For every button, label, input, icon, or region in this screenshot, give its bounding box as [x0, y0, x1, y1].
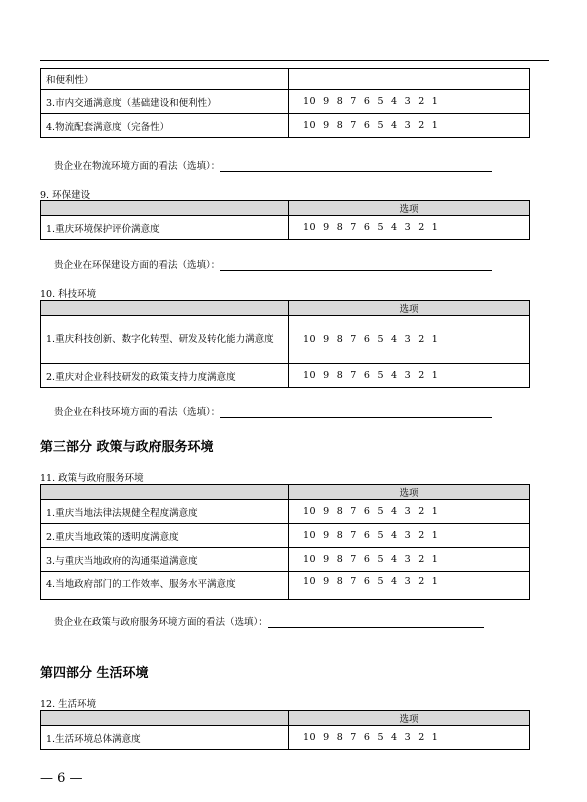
- item-label: 3.市内交通满意度（基础建设和便利性）: [41, 90, 289, 114]
- table-row: [41, 500, 530, 524]
- rating-scale[interactable]: 10 9 8 7 6 5 4 3 2 1: [289, 316, 530, 364]
- item-label: 1.重庆当地法律法规健全程度满意度: [41, 500, 289, 524]
- part-heading: 第四部分 生活环境: [40, 666, 149, 681]
- note-label: 贵企业在政策与政府服务环境方面的看法（选填）：: [54, 617, 268, 628]
- table-row: [41, 524, 530, 548]
- table-row: [41, 114, 530, 138]
- env-table: [40, 200, 530, 240]
- rating-scale: [289, 69, 530, 90]
- header-blank: [41, 485, 289, 500]
- table-header-row: [41, 711, 530, 726]
- item-label: 2.重庆对企业科技研发的政策支持力度满意度: [41, 364, 289, 388]
- opinion-note: [54, 614, 484, 628]
- item-label: 2.重庆当地政策的透明度满意度: [41, 524, 289, 548]
- item-label: 1.生活环境总体满意度: [41, 726, 289, 750]
- table-row: [41, 69, 530, 90]
- header-blank: [41, 301, 289, 316]
- opinion-note: [54, 404, 492, 418]
- table-row: [41, 572, 530, 600]
- rating-scale[interactable]: 10 9 8 7 6 5 4 3 2 1: [289, 216, 530, 240]
- rating-scale[interactable]: 10 9 8 7 6 5 4 3 2 1: [289, 90, 530, 114]
- item-label: 1.重庆科技创新、数字化转型、研发及转化能力满意度: [41, 316, 289, 364]
- opinion-note: [54, 257, 492, 271]
- rating-scale[interactable]: 10 9 8 7 6 5 4 3 2 1: [289, 726, 530, 750]
- options-header: 选项: [289, 711, 530, 726]
- item-label: 4.物流配套满意度（完备性）: [41, 114, 289, 138]
- note-input-line[interactable]: [220, 407, 492, 418]
- page-number: — 6 —: [40, 771, 83, 786]
- table-row: [41, 548, 530, 572]
- note-input-line[interactable]: [220, 260, 492, 271]
- note-label: 贵企业在环保建设方面的看法（选填）：: [54, 260, 221, 271]
- header-blank: [41, 711, 289, 726]
- section-title: 10. 科技环境: [40, 289, 97, 300]
- table-header-row: [41, 301, 530, 316]
- note-label: 贵企业在科技环境方面的看法（选填）：: [54, 407, 221, 418]
- header-rule: [40, 60, 549, 61]
- header-blank: [41, 201, 289, 216]
- section-title: 12. 生活环境: [40, 699, 97, 710]
- options-header: 选项: [289, 201, 530, 216]
- options-header: 选项: [289, 485, 530, 500]
- life-table: [40, 710, 530, 750]
- tech-table: [40, 300, 530, 388]
- rating-scale[interactable]: 10 9 8 7 6 5 4 3 2 1: [289, 572, 530, 600]
- section-title: 11. 政策与政府服务环境: [40, 473, 144, 484]
- item-label: 3.与重庆当地政府的沟通渠道满意度: [41, 548, 289, 572]
- item-label: 1.重庆环境保护评价满意度: [41, 216, 289, 240]
- part-heading: 第三部分 政策与政府服务环境: [40, 440, 214, 455]
- rating-scale[interactable]: 10 9 8 7 6 5 4 3 2 1: [289, 548, 530, 572]
- table-row: [41, 726, 530, 750]
- rating-scale[interactable]: 10 9 8 7 6 5 4 3 2 1: [289, 114, 530, 138]
- note-input-line[interactable]: [268, 617, 484, 628]
- item-label: 4.当地政府部门的工作效率、服务水平满意度: [41, 572, 289, 600]
- rating-scale[interactable]: 10 9 8 7 6 5 4 3 2 1: [289, 524, 530, 548]
- options-header: 选项: [289, 301, 530, 316]
- table-header-row: [41, 485, 530, 500]
- section-title: 9. 环保建设: [40, 190, 91, 201]
- table-row: [41, 90, 530, 114]
- rating-scale[interactable]: 10 9 8 7 6 5 4 3 2 1: [289, 500, 530, 524]
- note-input-line[interactable]: [220, 161, 492, 172]
- table-row: [41, 364, 530, 388]
- logistics-table: [40, 68, 530, 138]
- note-label: 贵企业在物流环境方面的看法（选填）：: [54, 161, 221, 172]
- item-label: 和便利性）: [41, 69, 289, 90]
- opinion-note: [54, 158, 492, 172]
- rating-scale[interactable]: 10 9 8 7 6 5 4 3 2 1: [289, 364, 530, 388]
- table-row: [41, 216, 530, 240]
- table-row: [41, 316, 530, 364]
- policy-table: [40, 484, 530, 600]
- table-header-row: [41, 201, 530, 216]
